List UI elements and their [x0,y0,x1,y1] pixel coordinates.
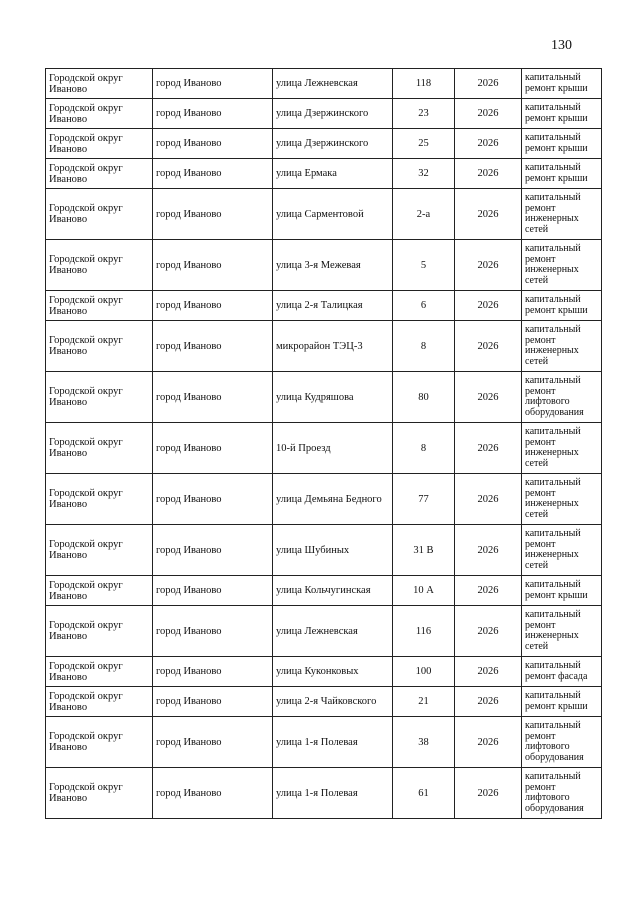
house-cell: 5 [393,240,455,291]
city-cell: город Иваново [153,423,273,474]
table-row [46,69,602,99]
house-cell: 23 [393,99,455,129]
work-cell: капитальный ремонт инженерных сетей [522,423,602,474]
house-cell: 32 [393,159,455,189]
city-cell: город Иваново [153,717,273,768]
year-cell: 2026 [455,576,522,606]
table-row [46,606,602,657]
year-cell: 2026 [455,321,522,372]
page-number: 130 [551,38,572,53]
street-cell: улица Шубиных [273,525,393,576]
work-cell: капитальный ремонт крыши [522,129,602,159]
work-cell: капитальный ремонт лифтового оборудования [522,372,602,423]
city-cell: город Иваново [153,240,273,291]
work-cell: капитальный ремонт крыши [522,687,602,717]
city-cell: город Иваново [153,768,273,819]
city-cell: город Иваново [153,291,273,321]
table-row [46,321,602,372]
house-cell: 80 [393,372,455,423]
table-row [46,240,602,291]
city-cell: город Иваново [153,576,273,606]
street-cell: улица Сарментовой [273,189,393,240]
year-cell: 2026 [455,768,522,819]
city-cell: город Иваново [153,189,273,240]
table-row [46,717,602,768]
work-cell: капитальный ремонт крыши [522,291,602,321]
okrug-cell: Городской округ Иваново [46,189,153,240]
work-cell: капитальный ремонт инженерных сетей [522,240,602,291]
house-cell: 2-а [393,189,455,240]
house-cell: 8 [393,423,455,474]
house-cell: 8 [393,321,455,372]
okrug-cell: Городской округ Иваново [46,159,153,189]
street-cell: улица 1-я Полевая [273,768,393,819]
registry-table-body [46,69,602,819]
okrug-cell: Городской округ Иваново [46,768,153,819]
house-cell: 10 А [393,576,455,606]
street-cell: улица Ермака [273,159,393,189]
okrug-cell: Городской округ Иваново [46,687,153,717]
city-cell: город Иваново [153,657,273,687]
house-cell: 25 [393,129,455,159]
okrug-cell: Городской округ Иваново [46,423,153,474]
okrug-cell: Городской округ Иваново [46,525,153,576]
work-cell: капитальный ремонт крыши [522,159,602,189]
street-cell: микрорайон ТЭЦ-3 [273,321,393,372]
year-cell: 2026 [455,657,522,687]
okrug-cell: Городской округ Иваново [46,129,153,159]
street-cell: улица 2-я Талицкая [273,291,393,321]
okrug-cell: Городской округ Иваново [46,372,153,423]
city-cell: город Иваново [153,525,273,576]
year-cell: 2026 [455,717,522,768]
street-cell: улица Дзержинского [273,99,393,129]
table-row [46,576,602,606]
work-cell: капитальный ремонт крыши [522,99,602,129]
street-cell: улица 3-я Межевая [273,240,393,291]
city-cell: город Иваново [153,606,273,657]
house-cell: 116 [393,606,455,657]
table-row [46,525,602,576]
city-cell: город Иваново [153,687,273,717]
okrug-cell: Городской округ Иваново [46,240,153,291]
registry-table [45,68,602,819]
okrug-cell: Городской округ Иваново [46,291,153,321]
city-cell: город Иваново [153,474,273,525]
street-cell: 10-й Проезд [273,423,393,474]
work-cell: капитальный ремонт инженерных сетей [522,321,602,372]
table-row [46,291,602,321]
street-cell: улица Лежневская [273,69,393,99]
table-row [46,159,602,189]
work-cell: капитальный ремонт крыши [522,69,602,99]
okrug-cell: Городской округ Иваново [46,606,153,657]
okrug-cell: Городской округ Иваново [46,474,153,525]
city-cell: город Иваново [153,129,273,159]
okrug-cell: Городской округ Иваново [46,657,153,687]
street-cell: улица Лежневская [273,606,393,657]
table-row [46,657,602,687]
street-cell: улица Куконковых [273,657,393,687]
house-cell: 77 [393,474,455,525]
house-cell: 38 [393,717,455,768]
year-cell: 2026 [455,423,522,474]
house-cell: 100 [393,657,455,687]
table-row [46,372,602,423]
house-cell: 31 В [393,525,455,576]
okrug-cell: Городской округ Иваново [46,69,153,99]
work-cell: капитальный ремонт фасада [522,657,602,687]
work-cell: капитальный ремонт лифтового оборудования [522,768,602,819]
table-row [46,189,602,240]
year-cell: 2026 [455,291,522,321]
okrug-cell: Городской округ Иваново [46,717,153,768]
street-cell: улица 2-я Чайковского [273,687,393,717]
year-cell: 2026 [455,687,522,717]
table-row [46,99,602,129]
city-cell: город Иваново [153,372,273,423]
street-cell: улица 1-я Полевая [273,717,393,768]
work-cell: капитальный ремонт инженерных сетей [522,606,602,657]
year-cell: 2026 [455,525,522,576]
okrug-cell: Городской округ Иваново [46,99,153,129]
table-row [46,129,602,159]
year-cell: 2026 [455,606,522,657]
work-cell: капитальный ремонт крыши [522,576,602,606]
street-cell: улица Дзержинского [273,129,393,159]
year-cell: 2026 [455,129,522,159]
house-cell: 21 [393,687,455,717]
work-cell: капитальный ремонт лифтового оборудования [522,717,602,768]
city-cell: город Иваново [153,69,273,99]
year-cell: 2026 [455,372,522,423]
year-cell: 2026 [455,189,522,240]
street-cell: улица Кольчугинская [273,576,393,606]
city-cell: город Иваново [153,321,273,372]
work-cell: капитальный ремонт инженерных сетей [522,525,602,576]
table-row [46,423,602,474]
street-cell: улица Демьяна Бедного [273,474,393,525]
table-row [46,474,602,525]
table-row [46,687,602,717]
city-cell: город Иваново [153,159,273,189]
table-row [46,768,602,819]
year-cell: 2026 [455,240,522,291]
house-cell: 61 [393,768,455,819]
year-cell: 2026 [455,69,522,99]
okrug-cell: Городской округ Иваново [46,576,153,606]
street-cell: улица Кудряшова [273,372,393,423]
work-cell: капитальный ремонт инженерных сетей [522,474,602,525]
house-cell: 118 [393,69,455,99]
work-cell: капитальный ремонт инженерных сетей [522,189,602,240]
city-cell: город Иваново [153,99,273,129]
year-cell: 2026 [455,159,522,189]
okrug-cell: Городской округ Иваново [46,321,153,372]
house-cell: 6 [393,291,455,321]
year-cell: 2026 [455,474,522,525]
year-cell: 2026 [455,99,522,129]
